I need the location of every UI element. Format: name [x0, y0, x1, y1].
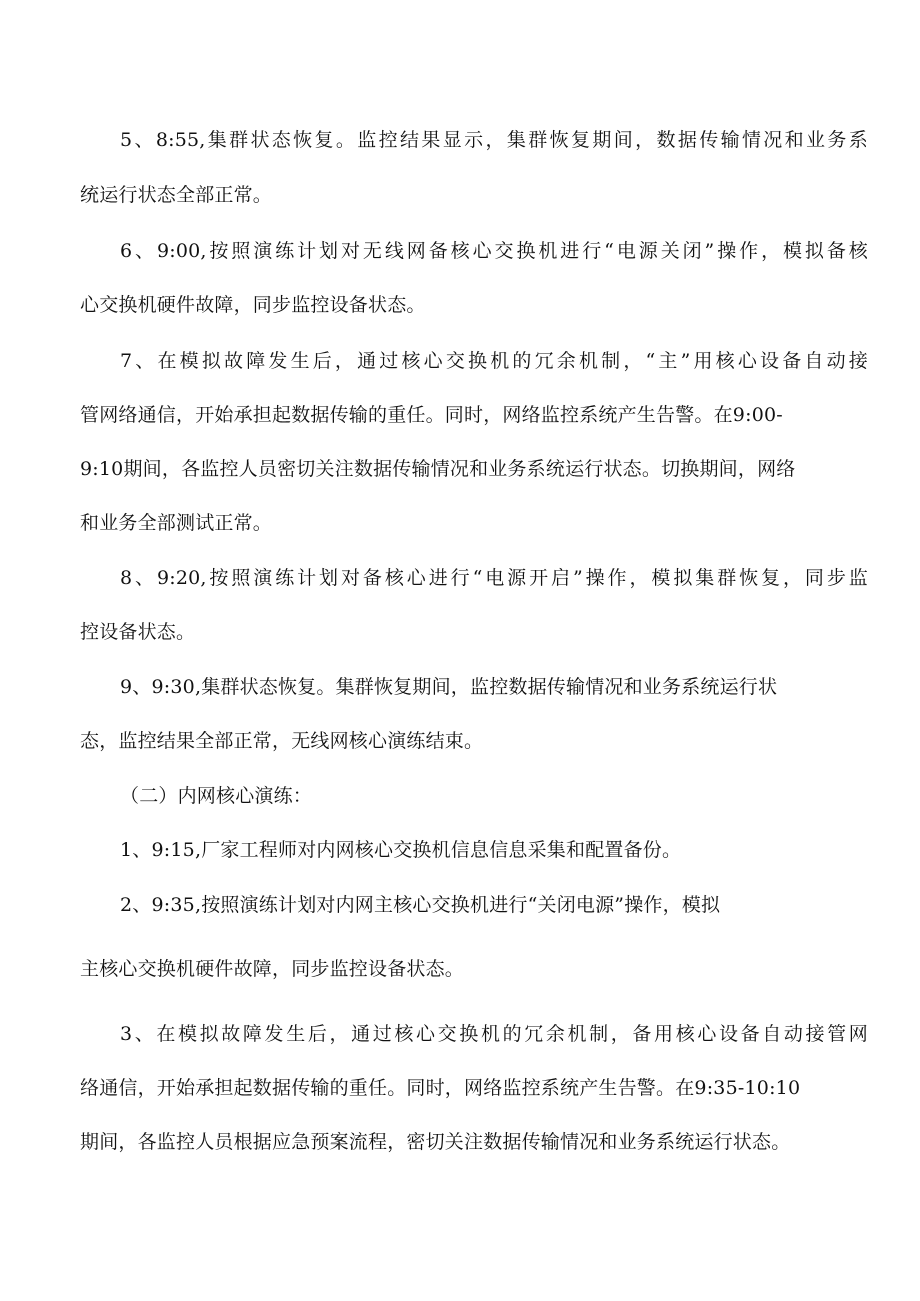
- item-3-line-2: 络通信，开始承担起数据传输的重任。同时，网络监控系统产生告警。在9:35-10:10: [80, 1077, 801, 1099]
- paragraph-6-line-2: 心交换机硬件故障，同步监控设备状态。: [80, 294, 426, 316]
- paragraph-6-line-1: 6、9:00,按照演练计划对无线网备核心交换机进行“电源关闭”操作，模拟备核: [120, 240, 868, 262]
- paragraph-7-line-3: 9:10期间，各监控人员密切关注数据传输情况和业务系统运行状态。切换期间，网络: [80, 458, 796, 480]
- paragraph-7-line-4: 和业务全部测试正常。: [80, 512, 273, 534]
- paragraph-5-line-2: 统运行状态全部正常。: [80, 184, 273, 206]
- paragraph-7-line-1: 7、在模拟故障发生后，通过核心交换机的冗余机制，“主”用核心设备自动接: [120, 350, 868, 372]
- paragraph-8-line-2: 控设备状态。: [80, 621, 196, 643]
- paragraph-9-line-1: 9、9:30,集群状态恢复。集群恢复期间，监控数据传输情况和业务系统运行状: [120, 676, 778, 698]
- item-3-line-1: 3、在模拟故障发生后，通过核心交换机的冗余机制，备用核心设备自动接管网: [120, 1023, 868, 1045]
- paragraph-9-line-2: 态，监控结果全部正常，无线网核心演练结束。: [80, 730, 484, 752]
- section-heading: （二）内网核心演练：: [120, 785, 313, 807]
- paragraph-5-line-1: 5、8:55,集群状态恢复。监控结果显示，集群恢复期间，数据传输情况和业务系: [120, 129, 868, 151]
- paragraph-8-line-1: 8、9:20,按照演练计划对备核心进行“电源开启”操作，模拟集群恢复，同步监: [120, 567, 868, 589]
- item-3-line-3: 期间，各监控人员根据应急预案流程，密切关注数据传输情况和业务系统运行状态。: [80, 1131, 791, 1153]
- item-2-line-1: 2、9:35,按照演练计划对内网主核心交换机进行“关闭电源”操作，模拟: [120, 894, 721, 916]
- paragraph-7-line-2: 管网络通信，开始承担起数据传输的重任。同时，网络监控系统产生告警。在9:00-: [80, 404, 783, 426]
- item-2-line-2: 主核心交换机硬件故障，同步监控设备状态。: [80, 958, 465, 980]
- item-1-line-1: 1、9:15,厂家工程师对内网核心交换机信息信息采集和配置备份。: [120, 839, 682, 861]
